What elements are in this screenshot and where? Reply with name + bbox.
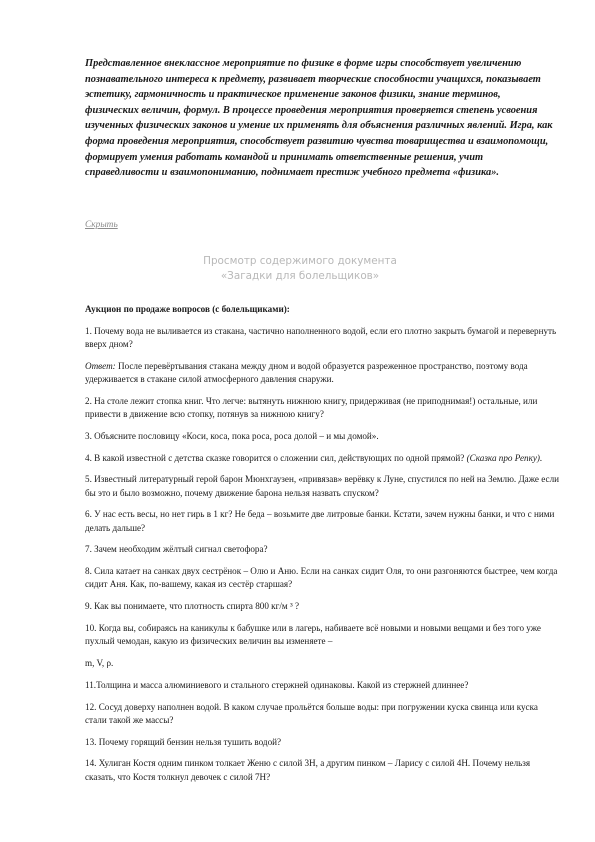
- preview-title: Просмотр содержимого документа: [203, 255, 397, 267]
- question-4: [85, 452, 560, 465]
- question-7: 7. Зачем необходим жёлтый сигнал светофора?: [85, 544, 268, 555]
- question-8: 8. Сила катает на санках двух сестрёнок – Олю и Аню. Если на санках сидит Оля, то они разгоняются быстрее, чем когда сидит Аня. Как, по-вашему, какая из сестёр старшая?: [85, 566, 558, 590]
- question-5: 5. Известный литературный герой барон Мюнхгаузен, «привязав» верёвку к Луне, спустился по ней на Землю. Даже если бы это и было возможно, почему движение барона нельзя назвать спуском?: [85, 474, 560, 498]
- question-10: 10. Когда вы, собираясь на каникулы к бабушке или в лагерь, набиваете всё новыми и новыми вещами и без того уже пухлый чемодан, какую из физических величин вы изменяете –: [85, 622, 541, 647]
- question-13: 13. Почему горящий бензин нельзя тушить водой?: [85, 736, 282, 747]
- question-1: 1. Почему вода не выливается из стакана, частично наполненного водой, если его плотно закрыть бумагой и перевернуть вверх дном?: [85, 325, 557, 349]
- question-9: 9. Как вы понимаете, что плотность спирта 800 кг/м ³ ?: [85, 601, 300, 612]
- question-2: 2. На столе лежит стопка книг. Что легче: вытянуть нижнюю книгу, придерживая (не приподнимая!) остальные, или привести в движение всю стопку, потянув за нижнюю книгу?: [85, 395, 538, 419]
- preview-document-name: «Загадки для болельщиков»: [220, 270, 380, 282]
- question-10-variables: m, V, ρ.: [85, 657, 114, 668]
- answer-text: После перевёртывания стакана между дном и водой образуется разреженное пространство, поэтому вода удерживается в стакане силой атмосферного давления снаружи.: [85, 360, 528, 384]
- document-content: [85, 303, 560, 792]
- section-heading: Аукцион по продаже вопросов (с болельщиками):: [85, 304, 290, 314]
- hide-link[interactable]: Скрыть: [85, 220, 118, 230]
- answer-label: Ответ:: [85, 360, 116, 371]
- question-4-answer: (Сказка про Репку).: [464, 452, 543, 463]
- question-4-text: 4. В какой известной с детства сказке говорится о сложении сил, действующих по одной прямой?: [85, 452, 465, 463]
- preview-header: [120, 254, 480, 284]
- question-12: 12. Сосуд доверху наполнен водой. В каком случае прольётся больше воды: при погружении куска свинца или куска стали такой же массы?: [85, 701, 538, 725]
- intro-paragraph: Представленное внеклассное мероприятие по физике в форме игры способствует увеличению познавательного интереса к предмету, развивает творческие способности учащихся, показывает эстетику, гармоничность и практическое применение законов физики, знание терминов, физических величин, формул. В процессе проведения мероприятия проверяется степень усвоения изученных физических законов и умение их применять для объяснения различных явлений. Игра, как форма проведения мероприятия, способствует развитию чувства товарищества и взаимопомощи, формирует умения работать командой и принимать ответственные решения, учит справедливости и взаимопониманию, поднимает престиж учебного предмета «физика».: [85, 58, 553, 179]
- question-11: 11.Толщина и масса алюминиевого и стального стержней одинаковы. Какой из стержней длиннее?: [85, 679, 469, 690]
- question-3: 3. Объясните пословицу «Коси, коса, пока роса, роса долой – и мы домой».: [85, 430, 379, 441]
- answer-1: [85, 360, 560, 386]
- question-14: 14. Хулиган Костя одним пинком толкает Женю с силой 3Н, а другим пинком – Ларису с силой 4Н. Почему нельзя сказать, что Костя толкнул девочек с силой 7Н?: [85, 758, 531, 782]
- question-6: 6. У нас есть весы, но нет гирь в 1 кг? Не беда – возьмите две литровые банки. Кстати, зачем нужны банки, и что с ними делать дальше?: [85, 509, 555, 533]
